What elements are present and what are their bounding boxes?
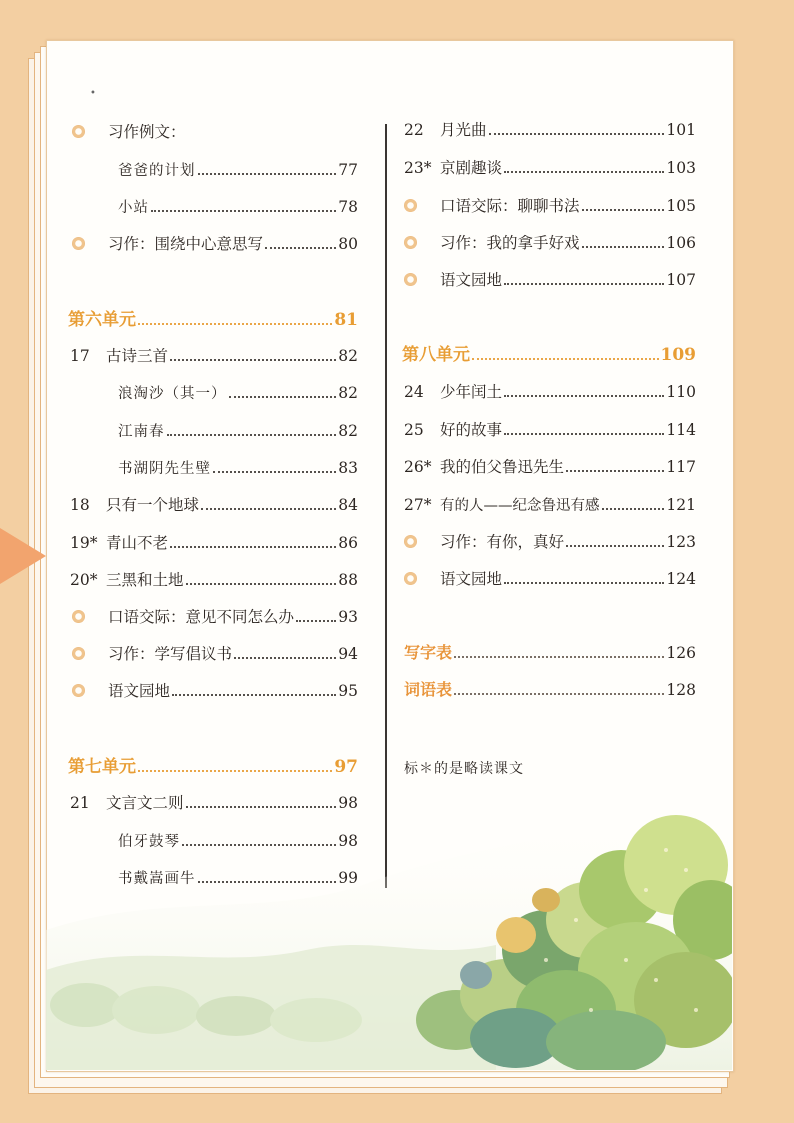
leader-dots bbox=[504, 581, 664, 584]
page-number: 117 bbox=[666, 458, 696, 476]
lesson-number: 17 bbox=[70, 347, 90, 365]
entry-title: 爸爸的计划 bbox=[118, 163, 196, 179]
leader-dots bbox=[265, 246, 336, 249]
entry-title: 三黑和土地 bbox=[106, 571, 184, 589]
toc-entry-oral6[interactable] bbox=[72, 607, 358, 627]
bullet-icon bbox=[72, 125, 85, 138]
entry-title: 文言文二则 bbox=[106, 794, 184, 812]
lesson-number: 19* bbox=[70, 534, 98, 552]
page-number: 121 bbox=[666, 496, 696, 514]
entry-title: 伯牙鼓琴 bbox=[118, 834, 180, 850]
leader-dots bbox=[170, 358, 336, 361]
leader-dots bbox=[138, 322, 332, 325]
toc-entry-char-table[interactable] bbox=[404, 643, 696, 663]
unit-title: 第六单元 bbox=[68, 310, 136, 330]
entry-title: 有的人——纪念鲁迅有感 bbox=[440, 498, 600, 514]
entry-title: 月光曲 bbox=[440, 121, 487, 139]
bullet-icon bbox=[404, 273, 417, 286]
unit-heading-8[interactable] bbox=[402, 345, 696, 365]
page-number: 126 bbox=[666, 644, 696, 662]
page-number: 88 bbox=[338, 571, 358, 589]
lesson-number: 20* bbox=[70, 571, 98, 589]
page-number: 124 bbox=[666, 570, 696, 588]
toc-subentry-17-2[interactable] bbox=[118, 421, 358, 442]
lesson-number: 22 bbox=[404, 121, 424, 139]
entry-title: 习作：围绕中心意思写 bbox=[108, 235, 264, 253]
toc-entry-oral7[interactable] bbox=[404, 196, 696, 216]
toc-subentry-17-3[interactable] bbox=[118, 458, 358, 479]
toc-entry-lesson-22[interactable] bbox=[404, 120, 696, 140]
bullet-icon bbox=[72, 610, 85, 623]
page-number: 84 bbox=[338, 496, 358, 514]
bullet-icon bbox=[404, 572, 417, 585]
leader-dots bbox=[472, 357, 659, 360]
toc-subentry-1[interactable] bbox=[118, 160, 358, 181]
page-number: 78 bbox=[338, 198, 358, 216]
leader-dots bbox=[234, 656, 336, 659]
toc-entry-lesson-26[interactable] bbox=[404, 457, 696, 477]
page-number: 123 bbox=[666, 533, 696, 551]
leader-dots bbox=[296, 619, 336, 622]
entry-title: 习作例文： bbox=[108, 123, 186, 141]
page-number: 81 bbox=[334, 310, 358, 330]
entry-title: 口语交际：聊聊书法 bbox=[440, 197, 580, 215]
page-number: 114 bbox=[666, 421, 696, 439]
toc-entry-writing7[interactable] bbox=[404, 233, 696, 253]
toc-subentry-17-1[interactable] bbox=[118, 383, 358, 404]
toc-entry-writing8[interactable] bbox=[404, 532, 696, 552]
toc-entry-garden6[interactable] bbox=[72, 681, 358, 701]
unit-title: 第八单元 bbox=[402, 345, 470, 365]
page-number: 80 bbox=[338, 235, 358, 253]
leader-dots bbox=[454, 692, 664, 695]
bookmark-ribbon bbox=[0, 528, 46, 584]
page-number: 83 bbox=[338, 459, 358, 477]
page-number: 82 bbox=[338, 422, 358, 440]
entry-title: 京剧趣谈 bbox=[440, 159, 503, 177]
leader-dots bbox=[454, 655, 664, 658]
unit-heading-6[interactable] bbox=[68, 310, 358, 330]
toc-subentry-2[interactable] bbox=[118, 197, 358, 218]
entry-title: 少年闰土 bbox=[440, 383, 503, 401]
entry-title: 习作：有你，真好 bbox=[440, 533, 565, 551]
entry-title: 语文园地 bbox=[440, 570, 503, 588]
leader-dots bbox=[566, 469, 664, 472]
page-number: 105 bbox=[666, 197, 696, 215]
bullet-icon bbox=[72, 647, 85, 660]
lesson-number: 18 bbox=[70, 496, 90, 514]
toc-entry-lesson-25[interactable] bbox=[404, 420, 696, 440]
lesson-number: 25 bbox=[404, 421, 424, 439]
entry-title: 语文园地 bbox=[108, 682, 171, 700]
page-number: 82 bbox=[338, 384, 358, 402]
page-number: 97 bbox=[334, 757, 358, 777]
page-number: 107 bbox=[666, 271, 696, 289]
toc-entry-lesson-18[interactable] bbox=[70, 495, 358, 515]
bullet-icon bbox=[404, 236, 417, 249]
toc-entry-writing5[interactable] bbox=[72, 234, 358, 254]
toc-entry-writing-sample[interactable] bbox=[72, 122, 358, 142]
unit-title: 第七单元 bbox=[68, 757, 136, 777]
landscape-illustration bbox=[46, 770, 732, 1070]
page-number: 98 bbox=[338, 832, 358, 850]
entry-title: 浪淘沙（其一） bbox=[118, 386, 227, 402]
leader-dots bbox=[504, 282, 664, 285]
entry-title: 习作：学写倡议书 bbox=[108, 645, 233, 663]
leader-dots bbox=[170, 545, 336, 548]
leader-dots bbox=[198, 172, 337, 175]
entry-title: 青山不老 bbox=[106, 534, 169, 552]
page-number: 128 bbox=[666, 681, 696, 699]
page-number: 106 bbox=[666, 234, 696, 252]
toc-entry-lesson-23[interactable] bbox=[404, 158, 696, 178]
leader-dots bbox=[186, 582, 337, 585]
entry-title: 书湖阴先生壁 bbox=[118, 461, 211, 477]
page-number: 95 bbox=[338, 682, 358, 700]
leader-dots bbox=[489, 132, 665, 135]
leader-dots bbox=[201, 507, 336, 510]
toc-entry-garden7[interactable] bbox=[404, 270, 696, 290]
page-number: 110 bbox=[666, 383, 696, 401]
leader-dots bbox=[504, 394, 664, 397]
leader-dots bbox=[582, 245, 665, 248]
lesson-number: 24 bbox=[404, 383, 424, 401]
page-number: 93 bbox=[338, 608, 358, 626]
entry-title: 词语表 bbox=[404, 680, 453, 699]
entry-title: 古诗三首 bbox=[106, 347, 169, 365]
toc-entry-lesson-20[interactable] bbox=[70, 570, 358, 590]
leader-dots bbox=[602, 507, 665, 510]
entry-title: 语文园地 bbox=[440, 271, 503, 289]
lesson-number: 27* bbox=[404, 496, 432, 514]
lesson-number: 23* bbox=[404, 159, 432, 177]
entry-title: 江南春 bbox=[118, 424, 165, 440]
toc-entry-lesson-27[interactable] bbox=[404, 495, 696, 516]
leader-dots bbox=[167, 433, 337, 436]
leader-dots bbox=[566, 544, 664, 547]
leader-dots bbox=[229, 395, 337, 398]
entry-title: 小站 bbox=[118, 200, 149, 216]
entry-title: 口语交际：意见不同怎么办 bbox=[108, 608, 295, 626]
toc-entry-word-table[interactable] bbox=[404, 680, 696, 700]
toc-entry-garden8[interactable] bbox=[404, 569, 696, 589]
lesson-number: 21 bbox=[70, 794, 90, 812]
page-number: 82 bbox=[338, 347, 358, 365]
page-mark: • bbox=[90, 88, 96, 99]
page-number: 99 bbox=[338, 869, 358, 887]
leader-dots bbox=[213, 470, 336, 473]
page-number: 109 bbox=[660, 345, 696, 365]
bullet-icon bbox=[72, 237, 85, 250]
toc-entry-lesson-17[interactable] bbox=[70, 346, 358, 366]
entry-title: 好的故事 bbox=[440, 421, 503, 439]
leader-dots bbox=[504, 170, 664, 173]
page-number: 103 bbox=[666, 159, 696, 177]
skim-reading-note: 标＊的是略读课文 bbox=[404, 761, 524, 777]
leader-dots bbox=[582, 208, 665, 211]
leader-dots bbox=[172, 693, 336, 696]
entry-title: 写字表 bbox=[404, 643, 453, 662]
page-number: 98 bbox=[338, 794, 358, 812]
entry-title: 书戴嵩画牛 bbox=[118, 871, 196, 887]
leader-dots bbox=[504, 432, 664, 435]
page-number: 101 bbox=[666, 121, 696, 139]
toc-entry-lesson-24[interactable] bbox=[404, 382, 696, 402]
entry-title: 我的伯父鲁迅先生 bbox=[440, 458, 565, 476]
entry-title: 习作：我的拿手好戏 bbox=[440, 234, 580, 252]
leader-dots bbox=[151, 209, 336, 212]
bullet-icon bbox=[404, 199, 417, 212]
bullet-icon bbox=[72, 684, 85, 697]
page-number: 94 bbox=[338, 645, 358, 663]
page-number: 86 bbox=[338, 534, 358, 552]
bullet-icon bbox=[404, 535, 417, 548]
toc-entry-writing6[interactable] bbox=[72, 644, 358, 664]
lesson-number: 26* bbox=[404, 458, 432, 476]
toc-entry-lesson-19[interactable] bbox=[70, 533, 358, 553]
page-number: 77 bbox=[338, 161, 358, 179]
entry-title: 只有一个地球 bbox=[106, 496, 200, 514]
